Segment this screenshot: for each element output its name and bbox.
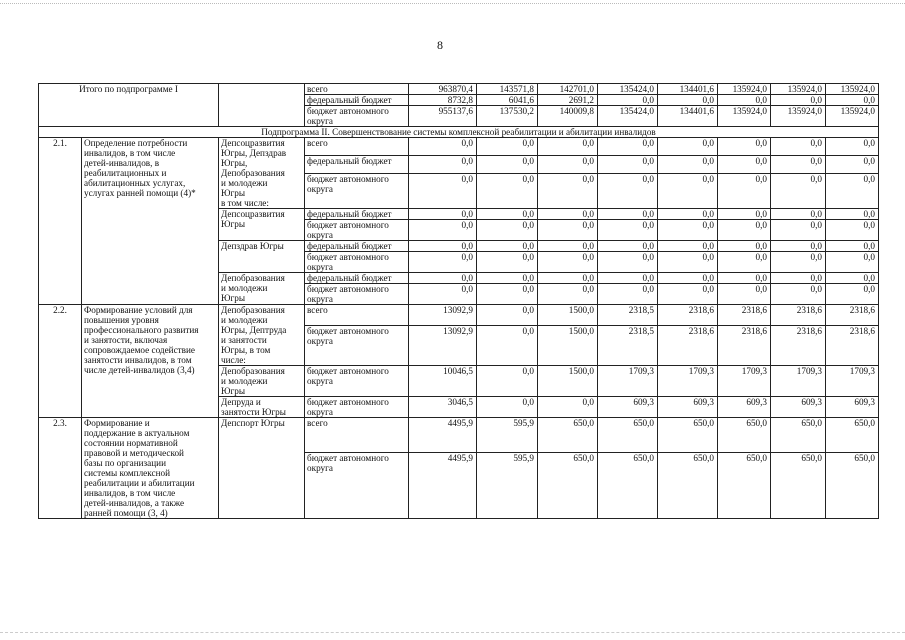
measure-name: Формирование и поддержание в актуальном состоянии нормативной правовой и методической базы по организации системы комплексной реабилитации и абилитации инвалидов, в том числе детей-инвалидов, а также ранней помощи (3, 4) bbox=[82, 418, 219, 519]
amount-cell: 0,0 bbox=[538, 252, 598, 273]
amount-cell: 135924,0 bbox=[718, 106, 771, 127]
amount-cell: 0,0 bbox=[771, 95, 826, 106]
amount-cell: 0,0 bbox=[658, 220, 718, 241]
amount-cell: 2318,6 bbox=[718, 325, 771, 365]
amount-cell: 0,0 bbox=[477, 397, 538, 418]
funding-source: бюджет автономного округа bbox=[305, 174, 409, 209]
amount-cell: 1500,0 bbox=[538, 325, 598, 365]
amount-cell: 0,0 bbox=[477, 174, 538, 209]
funding-source: бюджет автономного округа bbox=[305, 284, 409, 305]
table-row bbox=[39, 305, 879, 326]
amount-cell: 0,0 bbox=[598, 95, 658, 106]
amount-cell: 0,0 bbox=[658, 284, 718, 305]
amount-cell: 609,3 bbox=[771, 397, 826, 418]
executor-cell: Депобразования и молодежи Югры bbox=[219, 366, 305, 397]
amount-cell: 0,0 bbox=[771, 138, 826, 156]
amount-cell: 0,0 bbox=[477, 273, 538, 284]
amount-cell: 0,0 bbox=[718, 95, 771, 106]
amount-cell: 650,0 bbox=[771, 452, 826, 518]
amount-cell: 134401,6 bbox=[658, 106, 718, 127]
amount-cell: 0,0 bbox=[598, 284, 658, 305]
amount-cell: 1709,3 bbox=[658, 366, 718, 397]
amount-cell: 0,0 bbox=[409, 174, 477, 209]
totals-executor bbox=[219, 84, 305, 127]
amount-cell: 609,3 bbox=[658, 397, 718, 418]
funding-source: бюджет автономного округа bbox=[305, 252, 409, 273]
amount-cell: 140009,8 bbox=[538, 106, 598, 127]
amount-cell: 0,0 bbox=[658, 241, 718, 252]
amount-cell: 0,0 bbox=[718, 220, 771, 241]
amount-cell: 0,0 bbox=[598, 156, 658, 174]
funding-source: бюджет автономного округа bbox=[305, 325, 409, 365]
amount-cell: 0,0 bbox=[538, 174, 598, 209]
amount-cell: 0,0 bbox=[409, 209, 477, 220]
amount-cell: 595,9 bbox=[477, 452, 538, 518]
amount-cell: 13092,9 bbox=[409, 325, 477, 365]
amount-cell: 650,0 bbox=[598, 418, 658, 453]
amount-cell: 0,0 bbox=[826, 273, 879, 284]
amount-cell: 4495,9 bbox=[409, 452, 477, 518]
funding-source: федеральный бюджет bbox=[305, 209, 409, 220]
amount-cell: 0,0 bbox=[538, 138, 598, 156]
amount-cell: 135924,0 bbox=[771, 84, 826, 95]
scan-top-edge bbox=[0, 3, 905, 4]
amount-cell: 0,0 bbox=[598, 138, 658, 156]
amount-cell: 650,0 bbox=[826, 418, 879, 453]
funding-source: бюджет автономного округа bbox=[305, 452, 409, 518]
amount-cell: 0,0 bbox=[826, 209, 879, 220]
executor-cell: Депобразования и молодежи Югры bbox=[219, 273, 305, 305]
page-number: 8 bbox=[437, 38, 443, 52]
executor-cell: Депспорт Югры bbox=[219, 418, 305, 519]
amount-cell: 0,0 bbox=[826, 252, 879, 273]
amount-cell: 0,0 bbox=[826, 138, 879, 156]
amount-cell: 2318,6 bbox=[771, 325, 826, 365]
amount-cell: 0,0 bbox=[538, 241, 598, 252]
amount-cell: 135924,0 bbox=[826, 106, 879, 127]
amount-cell: 2318,6 bbox=[658, 305, 718, 326]
amount-cell: 0,0 bbox=[771, 284, 826, 305]
amount-cell: 0,0 bbox=[826, 95, 879, 106]
amount-cell: 0,0 bbox=[718, 241, 771, 252]
amount-cell: 0,0 bbox=[477, 220, 538, 241]
amount-cell: 0,0 bbox=[409, 252, 477, 273]
funding-source: всего bbox=[305, 84, 409, 95]
amount-cell: 0,0 bbox=[477, 252, 538, 273]
executor-cell: Депобразования и молодежи Югры, Дептруда и занятости Югры, в том числе: bbox=[219, 305, 305, 366]
amount-cell: 0,0 bbox=[658, 138, 718, 156]
amount-cell: 1500,0 bbox=[538, 366, 598, 397]
amount-cell: 0,0 bbox=[771, 209, 826, 220]
funding-source: федеральный бюджет bbox=[305, 156, 409, 174]
amount-cell: 0,0 bbox=[718, 138, 771, 156]
amount-cell: 0,0 bbox=[598, 209, 658, 220]
amount-cell: 143571,8 bbox=[477, 84, 538, 95]
amount-cell: 135924,0 bbox=[826, 84, 879, 95]
funding-source: федеральный бюджет bbox=[305, 95, 409, 106]
amount-cell: 650,0 bbox=[826, 452, 879, 518]
executor-cell: Депсоцразвития Югры, Депздрав Югры, Депобразования и молодежи Югры в том числе: bbox=[219, 138, 305, 209]
amount-cell: 0,0 bbox=[477, 325, 538, 365]
amount-cell: 0,0 bbox=[598, 252, 658, 273]
amount-cell: 0,0 bbox=[598, 174, 658, 209]
amount-cell: 0,0 bbox=[718, 284, 771, 305]
amount-cell: 2318,6 bbox=[658, 325, 718, 365]
amount-cell: 0,0 bbox=[477, 366, 538, 397]
funding-source: всего bbox=[305, 418, 409, 453]
amount-cell: 0,0 bbox=[658, 273, 718, 284]
amount-cell: 6041,6 bbox=[477, 95, 538, 106]
amount-cell: 0,0 bbox=[538, 273, 598, 284]
amount-cell: 142701,0 bbox=[538, 84, 598, 95]
amount-cell: 135424,0 bbox=[598, 106, 658, 127]
amount-cell: 0,0 bbox=[658, 252, 718, 273]
subprogram-header-row bbox=[39, 127, 879, 138]
measure-number: 2.2. bbox=[39, 305, 82, 418]
amount-cell: 650,0 bbox=[658, 452, 718, 518]
amount-cell: 0,0 bbox=[409, 138, 477, 156]
amount-cell: 0,0 bbox=[658, 95, 718, 106]
amount-cell: 2318,6 bbox=[826, 325, 879, 365]
executor-cell: Депсоцразвития Югры bbox=[219, 209, 305, 241]
funding-source: федеральный бюджет bbox=[305, 273, 409, 284]
amount-cell: 8732,8 bbox=[409, 95, 477, 106]
amount-cell: 650,0 bbox=[718, 452, 771, 518]
amount-cell: 0,0 bbox=[826, 220, 879, 241]
amount-cell: 650,0 bbox=[658, 418, 718, 453]
amount-cell: 0,0 bbox=[771, 174, 826, 209]
funding-source: всего bbox=[305, 138, 409, 156]
amount-cell: 0,0 bbox=[718, 273, 771, 284]
amount-cell: 0,0 bbox=[718, 174, 771, 209]
amount-cell: 963870,4 bbox=[409, 84, 477, 95]
measure-name: Определение потребности инвалидов, в том числе детей-инвалидов, в реабилитационных и абилитационных услугах, услугах ранней помощи (4)* bbox=[82, 138, 219, 305]
amount-cell: 0,0 bbox=[598, 220, 658, 241]
amount-cell: 0,0 bbox=[658, 209, 718, 220]
measure-number: 2.3. bbox=[39, 418, 82, 519]
amount-cell: 3046,5 bbox=[409, 397, 477, 418]
amount-cell: 0,0 bbox=[538, 156, 598, 174]
funding-source: всего bbox=[305, 305, 409, 326]
amount-cell: 2318,5 bbox=[598, 305, 658, 326]
amount-cell: 0,0 bbox=[477, 305, 538, 326]
table-row bbox=[39, 138, 879, 156]
amount-cell: 0,0 bbox=[538, 209, 598, 220]
amount-cell: 0,0 bbox=[771, 156, 826, 174]
funding-source: бюджет автономного округа bbox=[305, 366, 409, 397]
subprogram-title: Подпрограмма II. Совершенствование системы комплексной реабилитации и абилитации инвалидов bbox=[39, 127, 879, 138]
amount-cell: 0,0 bbox=[718, 252, 771, 273]
amount-cell: 2318,6 bbox=[826, 305, 879, 326]
amount-cell: 0,0 bbox=[771, 252, 826, 273]
totals-row bbox=[39, 84, 879, 95]
amount-cell: 134401,6 bbox=[658, 84, 718, 95]
executor-cell: Депруда и занятости Югры bbox=[219, 397, 305, 418]
amount-cell: 595,9 bbox=[477, 418, 538, 453]
executor-cell: Депздрав Югры bbox=[219, 241, 305, 273]
amount-cell: 13092,9 bbox=[409, 305, 477, 326]
amount-cell: 0,0 bbox=[409, 156, 477, 174]
amount-cell: 650,0 bbox=[538, 418, 598, 453]
scan-bottom-edge bbox=[0, 632, 905, 633]
amount-cell: 0,0 bbox=[598, 273, 658, 284]
funding-source: бюджет автономного округа bbox=[305, 397, 409, 418]
amount-cell: 0,0 bbox=[598, 241, 658, 252]
amount-cell: 135424,0 bbox=[598, 84, 658, 95]
amount-cell: 0,0 bbox=[771, 241, 826, 252]
amount-cell: 0,0 bbox=[826, 174, 879, 209]
amount-cell: 0,0 bbox=[826, 284, 879, 305]
amount-cell: 2318,6 bbox=[718, 305, 771, 326]
amount-cell: 955137,6 bbox=[409, 106, 477, 127]
funding-source: федеральный бюджет bbox=[305, 241, 409, 252]
amount-cell: 0,0 bbox=[771, 220, 826, 241]
budget-table bbox=[38, 83, 879, 519]
amount-cell: 0,0 bbox=[658, 174, 718, 209]
amount-cell: 1709,3 bbox=[826, 366, 879, 397]
amount-cell: 0,0 bbox=[718, 156, 771, 174]
amount-cell: 0,0 bbox=[826, 241, 879, 252]
amount-cell: 609,3 bbox=[718, 397, 771, 418]
amount-cell: 609,3 bbox=[826, 397, 879, 418]
amount-cell: 0,0 bbox=[538, 397, 598, 418]
amount-cell: 4495,9 bbox=[409, 418, 477, 453]
amount-cell: 0,0 bbox=[538, 284, 598, 305]
amount-cell: 650,0 bbox=[538, 452, 598, 518]
measure-number: 2.1. bbox=[39, 138, 82, 305]
amount-cell: 650,0 bbox=[598, 452, 658, 518]
amount-cell: 1709,3 bbox=[718, 366, 771, 397]
funding-source: бюджет автономного округа bbox=[305, 106, 409, 127]
amount-cell: 0,0 bbox=[477, 241, 538, 252]
amount-cell: 1709,3 bbox=[771, 366, 826, 397]
amount-cell: 0,0 bbox=[477, 138, 538, 156]
amount-cell: 2318,5 bbox=[598, 325, 658, 365]
amount-cell: 137530,2 bbox=[477, 106, 538, 127]
amount-cell: 0,0 bbox=[718, 209, 771, 220]
amount-cell: 0,0 bbox=[477, 209, 538, 220]
amount-cell: 2318,6 bbox=[771, 305, 826, 326]
funding-source: бюджет автономного округа bbox=[305, 220, 409, 241]
amount-cell: 0,0 bbox=[409, 273, 477, 284]
amount-cell: 0,0 bbox=[477, 284, 538, 305]
amount-cell: 0,0 bbox=[409, 220, 477, 241]
amount-cell: 0,0 bbox=[771, 273, 826, 284]
amount-cell: 0,0 bbox=[477, 156, 538, 174]
amount-cell: 0,0 bbox=[658, 156, 718, 174]
measure-name: Формирование условий для повышения уровня профессионального развития и занятости, включая сопровождаемое содействие занятости инвалидов, в том числе детей-инвалидов (3,4) bbox=[82, 305, 219, 418]
table-row bbox=[39, 418, 879, 453]
amount-cell: 135924,0 bbox=[718, 84, 771, 95]
amount-cell: 650,0 bbox=[771, 418, 826, 453]
amount-cell: 2691,2 bbox=[538, 95, 598, 106]
amount-cell: 10046,5 bbox=[409, 366, 477, 397]
amount-cell: 0,0 bbox=[538, 220, 598, 241]
amount-cell: 0,0 bbox=[409, 284, 477, 305]
amount-cell: 650,0 bbox=[718, 418, 771, 453]
amount-cell: 0,0 bbox=[826, 156, 879, 174]
amount-cell: 1500,0 bbox=[538, 305, 598, 326]
totals-label: Итого по подпрограмме I bbox=[39, 84, 219, 127]
amount-cell: 609,3 bbox=[598, 397, 658, 418]
amount-cell: 135924,0 bbox=[771, 106, 826, 127]
amount-cell: 1709,3 bbox=[598, 366, 658, 397]
amount-cell: 0,0 bbox=[409, 241, 477, 252]
